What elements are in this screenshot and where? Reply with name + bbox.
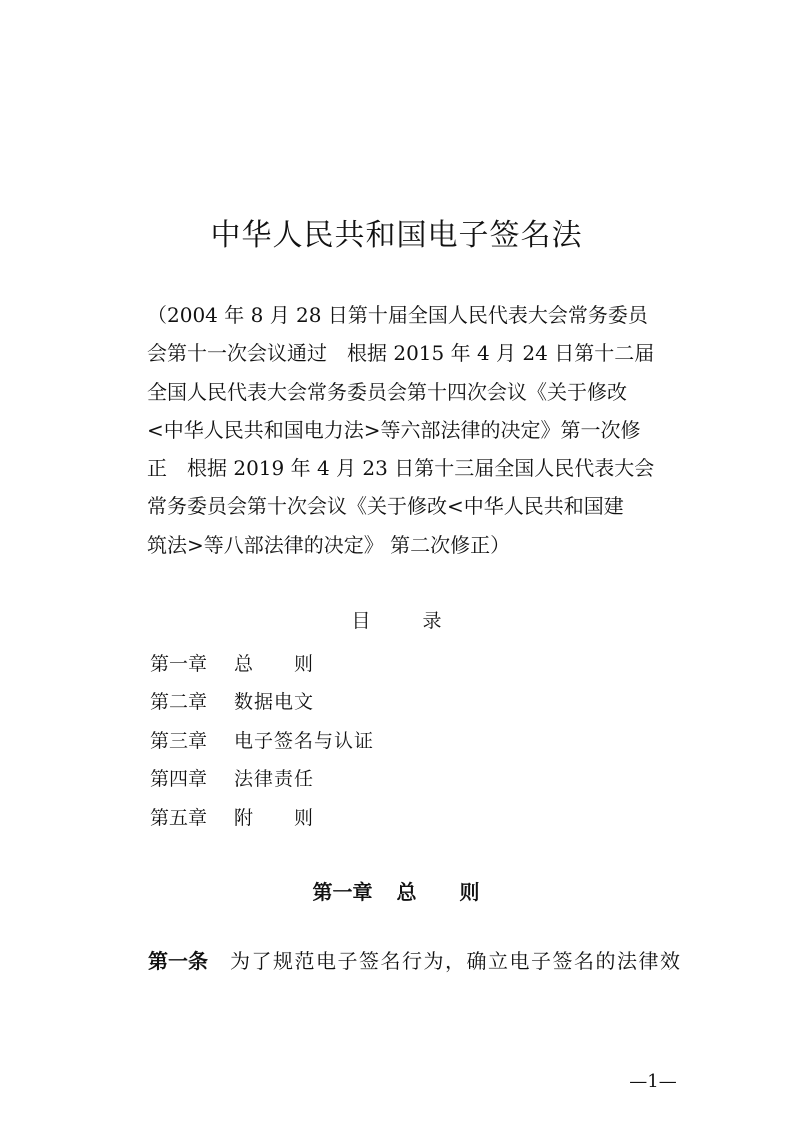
article-paragraph <box>148 941 708 981</box>
preamble-line: 正 根据 2019 年 4 月 23 日第十三届全国人民代表大会 <box>147 456 655 481</box>
document-title: 中华人民共和国电子签名法 <box>210 218 583 253</box>
chapter-number: 第一章 <box>312 880 373 904</box>
toc-item-chapter-4[interactable] <box>150 760 374 798</box>
toc-item-chapter-2[interactable] <box>150 683 374 721</box>
article-label: 第一条 <box>148 949 208 973</box>
preamble-line: 筑法>等八部法律的决定》 第二次修正） <box>147 532 511 557</box>
toc-item-number: 第三章 <box>150 729 208 752</box>
page-number: —1— <box>629 1071 677 1092</box>
toc-item-title: 电子签名与认证 <box>234 729 375 752</box>
toc-item-title: 附 则 <box>234 806 315 829</box>
table-of-contents-heading <box>0 606 793 636</box>
article-text: 为了规范电子签名行为，确立电子签名的法律效 <box>230 949 682 973</box>
preamble-line: <中华人民共和国电力法>等六部法律的决定》第一次修 <box>147 417 641 442</box>
toc-item-number: 第四章 <box>150 768 208 791</box>
toc-item-number: 第二章 <box>150 691 208 714</box>
toc-item-title: 数据电文 <box>234 691 315 714</box>
preamble-line: （2004 年 8 月 28 日第十届全国人民代表大会常务委员 <box>147 303 648 327</box>
toc-heading-left: 目 <box>351 610 371 632</box>
toc-item-chapter-3[interactable] <box>150 722 374 760</box>
toc-item-title: 总 则 <box>234 653 315 675</box>
table-of-contents <box>150 645 374 837</box>
chapter-title: 总 则 <box>396 880 481 904</box>
toc-item-number: 第一章 <box>150 653 208 675</box>
toc-item-number: 第五章 <box>150 806 208 829</box>
toc-heading-right: 录 <box>422 610 442 632</box>
legislative-history-note <box>147 296 667 564</box>
preamble-line: 常务委员会第十次会议《关于修改<中华人民共和国建 <box>147 494 624 519</box>
toc-item-chapter-5[interactable] <box>150 799 374 837</box>
preamble-line: 会第十一次会议通过 根据 2015 年 4 月 24 日第十二届 <box>147 341 655 366</box>
toc-item-chapter-1[interactable] <box>150 645 374 683</box>
preamble-line: 全国人民代表大会常务委员会第十四次会议《关于修改 <box>147 379 627 404</box>
chapter-heading <box>0 874 793 910</box>
toc-item-title: 法律责任 <box>234 768 315 791</box>
